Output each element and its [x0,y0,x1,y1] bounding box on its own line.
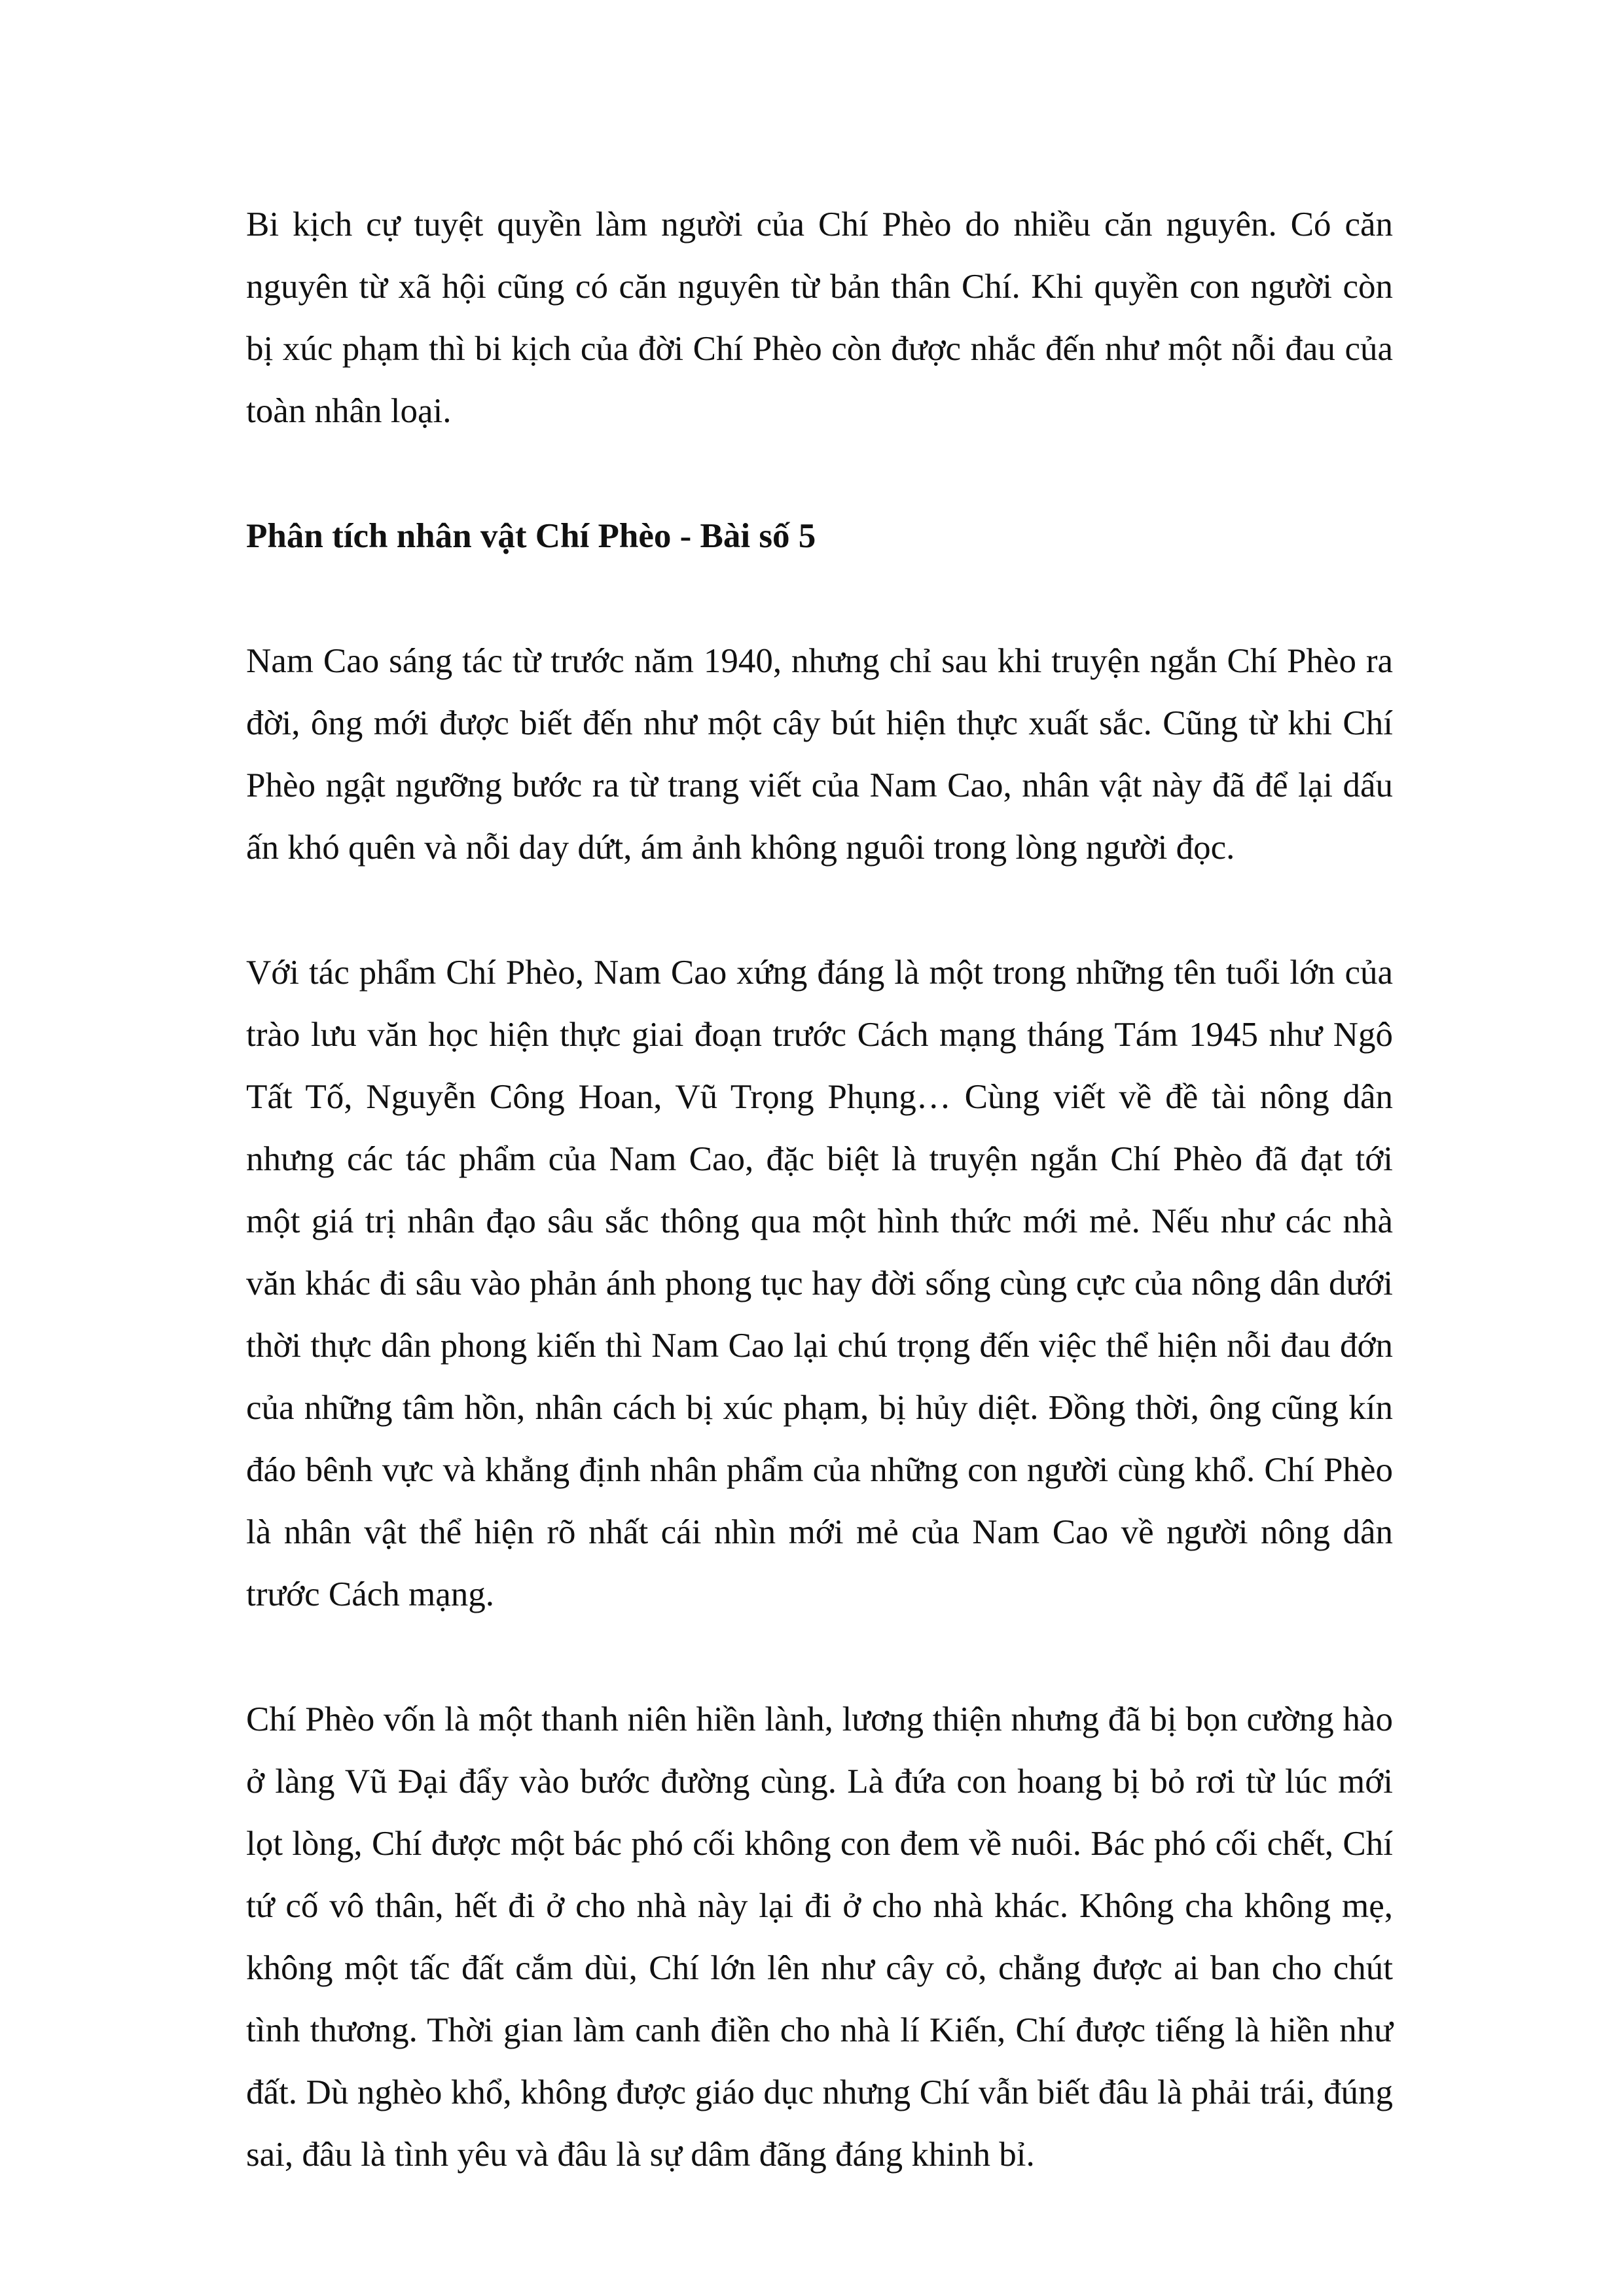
paragraph-chi-pheo-origin: Chí Phèo vốn là một thanh niên hiền lành, lương thiện nhưng đã bị bọn cường hào ở làng Vũ Đại đẩy vào bước đường cùng. Là đứa con hoang bị bỏ rơi từ lúc mới lọt lòng, Chí được một bác phó cối không con đem về nuôi. Bác phó cối chết, Chí tứ cố vô thân, hết đi ở cho nhà này lại đi ở cho nhà khác. Không cha không mẹ, không một tấc đất cắm dùi, Chí lớn lên như cây cỏ, chẳng được ai ban cho chút tình thương. Thời gian làm canh điền cho nhà lí Kiến, Chí được tiếng là hiền như đất. Dù nghèo khổ, không được giáo dục nhưng Chí vẫn biết đâu là phải trái, đúng sai, đâu là tình yêu và đâu là sự dâm đãng đáng khinh bỉ. [246,1700,1393,2174]
paragraph-intro: Bi kịch cự tuyệt quyền làm người của Chí Phèo do nhiều căn nguyên. Có căn nguyên từ xã hội cũng có căn nguyên từ bản thân Chí. Khi quyền con người còn bị xúc phạm thì bi kịch của đời Chí Phèo còn được nhắc đến như một nỗi đau của toàn nhân loại. [246,206,1393,430]
paragraph-nam-cao: Nam Cao sáng tác từ trước năm 1940, nhưng chỉ sau khi truyện ngắn Chí Phèo ra đời, ông mới được biết đến như một cây bút hiện thực xuất sắc. Cũng từ khi Chí Phèo ngật ngưỡng bước ra từ trang viết của Nam Cao, nhân vật này đã để lại dấu ấn khó quên và nỗi day dứt, ám ảnh không nguôi trong lòng người đọc. [246,642,1393,867]
paragraph-realism: Với tác phẩm Chí Phèo, Nam Cao xứng đáng là một trong những tên tuổi lớn của trào lưu văn học hiện thực giai đoạn trước Cách mạng tháng Tám 1945 như Ngô Tất Tố, Nguyễn Công Hoan, Vũ Trọng Phụng… Cùng viết về đề tài nông dân nhưng các tác phẩm của Nam Cao, đặc biệt là truyện ngắn Chí Phèo đã đạt tới một giá trị nhân đạo sâu sắc thông qua một hình thức mới mẻ. Nếu như các nhà văn khác đi sâu vào phản ánh phong tục hay đời sống cùng cực của nông dân dưới thời thực dân phong kiến thì Nam Cao lại chú trọng đến việc thể hiện nỗi đau đớn của những tâm hồn, nhân cách bị xúc phạm, bị hủy diệt. Đồng thời, ông cũng kín đáo bênh vực và khẳng định nhân phẩm của những con người cùng khổ. Chí Phèo là nhân vật thể hiện rõ nhất cái nhìn mới mẻ của Nam Cao về người nông dân trước Cách mạng. [246,954,1393,1613]
document-body [246,194,1393,2186]
section-heading: Phân tích nhân vật Chí Phèo - Bài số 5 [246,517,816,555]
